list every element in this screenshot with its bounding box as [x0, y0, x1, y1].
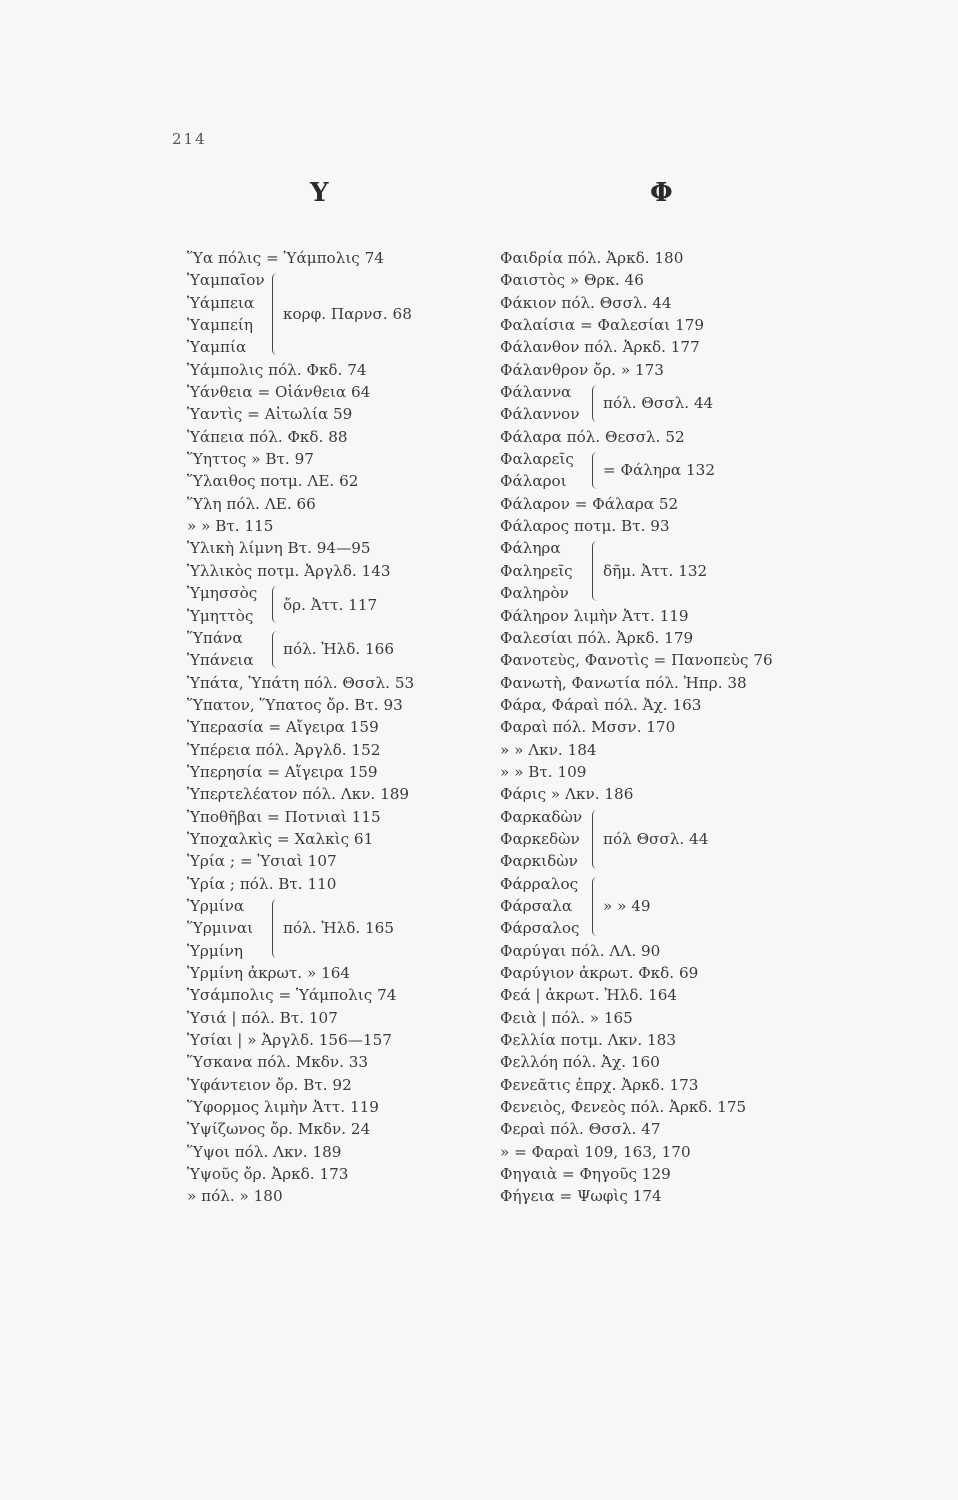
index-entry: » » Λκν. 184 [500, 740, 597, 759]
index-entry-variant: Ὕρμιναι [187, 919, 254, 938]
index-column-right [500, 247, 790, 1208]
index-entry-variant: Φάρραλος [500, 874, 579, 893]
index-entry-variant: Ὑαμπαῖον [187, 271, 265, 290]
index-entry-group [187, 582, 447, 627]
index-entry-variant: Φάλαννα [500, 383, 572, 402]
index-entry-group [187, 627, 447, 672]
index-entry-variant: Φάληρα [500, 539, 561, 558]
index-entry: Ὑσίαι | » Ἀργλδ. 156—157 [187, 1031, 392, 1050]
page-number: 214 [172, 130, 207, 148]
index-entry-variant: Ὑμησσὸς [187, 584, 258, 603]
index-entry-group-note: πόλ. Ἠλδ. 165 [283, 919, 394, 938]
index-entry: » » Βτ. 109 [500, 762, 587, 781]
index-entry-variant: Ὑρμίνη [187, 941, 244, 960]
index-entry: Φαιστὸς » Θρκ. 46 [500, 271, 644, 290]
index-entry-variant: Φαρκιδὼν [500, 852, 578, 871]
index-entry: Φαλεσίαι πόλ. Ἀρκδ. 179 [500, 628, 694, 647]
index-entry-variant: Ὕπάνα [187, 628, 243, 647]
index-entry: Ὑψίζωνος ὄρ. Μκδν. 24 [187, 1120, 371, 1139]
index-entry: Ὑποχαλκὶς = Χαλκὶς 61 [187, 829, 374, 848]
index-entry: Ὑπερτελέατον πόλ. Λκν. 189 [187, 785, 410, 804]
index-entry-variant: Ὑαμπείη [187, 316, 253, 335]
index-entry: » » Βτ. 115 [187, 517, 274, 536]
index-entry: Φάκιον πόλ. Θσσλ. 44 [500, 293, 672, 312]
brace-icon [272, 631, 277, 668]
index-entry: Ὑάμπολις πόλ. Φκδ. 74 [187, 360, 367, 379]
index-entry: Ὕλαιθος ποτμ. ΛΕ. 62 [187, 472, 359, 491]
index-entry: » = Φαραὶ 109, 163, 170 [500, 1142, 691, 1161]
index-entry: Φενειὸς, Φενεὸς πόλ. Ἀρκδ. 175 [500, 1098, 747, 1117]
index-entry-group [500, 448, 790, 493]
index-entry-group-note: πόλ. Θσσλ. 44 [603, 394, 714, 413]
index-entry-variant: Φάρσαλα [500, 896, 573, 915]
index-entry: Ὑάπεια πόλ. Φκδ. 88 [187, 427, 348, 446]
index-entry-group [187, 269, 447, 358]
index-entry: Φεραὶ πόλ. Θσσλ. 47 [500, 1120, 661, 1139]
letter-heading-phi: Φ [650, 178, 673, 208]
index-entry: Ὑφάντειον ὄρ. Βτ. 92 [187, 1075, 352, 1094]
index-entry-group [500, 381, 790, 426]
index-entry-variant: Ὑάμπεια [187, 293, 255, 312]
brace-icon [592, 810, 597, 869]
index-entry: Φάλαρα πόλ. Θεσσλ. 52 [500, 427, 685, 446]
index-entry-group-note: = Φάληρα 132 [603, 461, 715, 480]
index-entry: Ὕψοι πόλ. Λκν. 189 [187, 1142, 342, 1161]
index-entry-group-note: κορφ. Παρνσ. 68 [283, 305, 412, 324]
index-entry-variant: Φαρκαδὼν [500, 807, 583, 826]
index-entry: Φαιδρία πόλ. Ἀρκδ. 180 [500, 249, 684, 267]
index-entry: » πόλ. » 180 [187, 1187, 283, 1206]
index-entry: Φελλόη πόλ. Ἀχ. 160 [500, 1053, 660, 1072]
index-entry-group [500, 537, 790, 604]
index-entry: Φειὰ | πόλ. » 165 [500, 1008, 633, 1027]
index-entry-group-note: πόλ Θσσλ. 44 [603, 830, 709, 849]
index-entry: Ὑποθῆβαι = Ποτνιαὶ 115 [187, 807, 381, 826]
index-entry-variant: Ὑμηττὸς [187, 606, 254, 625]
index-entry: Ὑψοῦς ὄρ. Ἀρκδ. 173 [187, 1165, 349, 1184]
index-entry: Φάληρον λιμὴν Ἀττ. 119 [500, 606, 689, 625]
index-entry: Ὕφορμος λιμὴν Ἀττ. 119 [187, 1098, 379, 1117]
index-entry: Ὑάνθεια = Οἰάνθεια 64 [187, 383, 371, 402]
index-entry-group-note: » » 49 [603, 897, 651, 916]
index-entry: Φήγεια = Ψωφὶς 174 [500, 1187, 662, 1206]
index-entry: Ὑαντὶς = Αἰτωλία 59 [187, 405, 353, 424]
index-entry-variant: Φαληρὸν [500, 584, 569, 603]
index-entry-variant: Φαληρεῖς [500, 561, 573, 580]
index-entry: Ὑπέρεια πόλ. Ἀργλδ. 152 [187, 740, 381, 759]
brace-icon [592, 452, 597, 489]
index-entry-variant: Φαλαρεῖς [500, 450, 574, 469]
index-entry: Ὑσιά | πόλ. Βτ. 107 [187, 1008, 338, 1027]
index-entry: Φανωτὴ, Φανωτία πόλ. Ἠπρ. 38 [500, 673, 747, 692]
index-entry: Φεά | ἀκρωτ. Ἠλδ. 164 [500, 986, 678, 1005]
index-column-left [187, 247, 447, 1208]
index-entry: Φενεᾶτις ἐπρχ. Ἀρκδ. 173 [500, 1075, 699, 1094]
index-entry-group-note: πόλ. Ἠλδ. 166 [283, 640, 394, 659]
index-entry: Ὑρία ; πόλ. Βτ. 110 [187, 874, 337, 893]
brace-icon [592, 541, 597, 600]
index-entry: Ὕηττος » Βτ. 97 [187, 450, 314, 469]
index-entry: Φαλαίσια = Φαλεσίαι 179 [500, 316, 705, 335]
index-entry: Φελλία ποτμ. Λκν. 183 [500, 1031, 676, 1050]
index-entry-variant: Ὑπάνεια [187, 651, 254, 670]
index-entry: Ὑρία ; = Ὑσιαὶ 107 [187, 852, 337, 871]
index-entry-variant: Φαρκεδὼν [500, 829, 580, 848]
index-entry: Φάρις » Λκν. 186 [500, 785, 634, 804]
brace-icon [272, 586, 277, 623]
index-entry: Φάλανθον πόλ. Ἀρκδ. 177 [500, 338, 700, 357]
index-entry: Φάρα, Φάραὶ πόλ. Ἀχ. 163 [500, 695, 702, 714]
index-entry: Φάλαρος ποτμ. Βτ. 93 [500, 517, 670, 536]
index-entry: Ὑρμίνη ἀκρωτ. » 164 [187, 964, 351, 982]
index-entry-variant: Ὑαμπία [187, 338, 247, 357]
index-entry-variant: Φάλαροι [500, 472, 567, 491]
index-entry: Ὑσάμπολις = Ὑάμπολις 74 [187, 986, 397, 1005]
index-entry: Φαρύγαι πόλ. ΛΛ. 90 [500, 941, 661, 960]
index-entry: Ὕσκανα πόλ. Μκδν. 33 [187, 1053, 369, 1072]
brace-icon [592, 385, 597, 422]
letter-heading-upsilon: Υ [310, 178, 329, 208]
index-entry: Ὕλη πόλ. ΛΕ. 66 [187, 494, 316, 513]
index-entry-group [500, 873, 790, 940]
index-entry: Ὕπατον, Ὕπατος ὄρ. Βτ. 93 [187, 695, 403, 714]
index-entry: Ὑπερησία = Αἴγειρα 159 [187, 762, 378, 781]
index-entry: Φαρύγιον ἀκρωτ. Φκδ. 69 [500, 964, 699, 982]
index-entry: Φανοτεὺς, Φανοτὶς = Πανοπεὺς 76 [500, 651, 773, 670]
index-entry-group-note: δῆμ. Ἀττ. 132 [603, 561, 708, 580]
index-entry: Φαραὶ πόλ. Μσσν. 170 [500, 718, 676, 737]
index-entry: Ὑλλικὸς ποτμ. Ἀργλδ. 143 [187, 561, 391, 580]
index-entry: Ὑπάτα, Ὑπάτη πόλ. Θσσλ. 53 [187, 673, 415, 692]
index-entry-group [500, 806, 790, 873]
index-entry-group-note: ὄρ. Ἀττ. 117 [283, 595, 378, 614]
index-entry-group [187, 895, 447, 962]
index-entry: Φάλανθρον ὄρ. » 173 [500, 360, 664, 379]
index-entry: Ὑπερασία = Αἴγειρα 159 [187, 718, 379, 737]
index-entry: Ὕα πόλις = Ὑάμπολις 74 [187, 249, 384, 267]
index-entry-variant: Φάλαννον [500, 405, 580, 424]
brace-icon [272, 899, 277, 958]
index-entry: Φηγαιὰ = Φηγοῦς 129 [500, 1165, 671, 1184]
index-entry: Ὑλικὴ λίμνη Βτ. 94—95 [187, 539, 371, 558]
brace-icon [592, 877, 597, 936]
index-entry-variant: Ὑρμίνα [187, 896, 245, 915]
brace-icon [272, 273, 277, 354]
index-entry: Φάλαρον = Φάλαρα 52 [500, 494, 679, 513]
index-entry-variant: Φάρσαλος [500, 919, 580, 938]
